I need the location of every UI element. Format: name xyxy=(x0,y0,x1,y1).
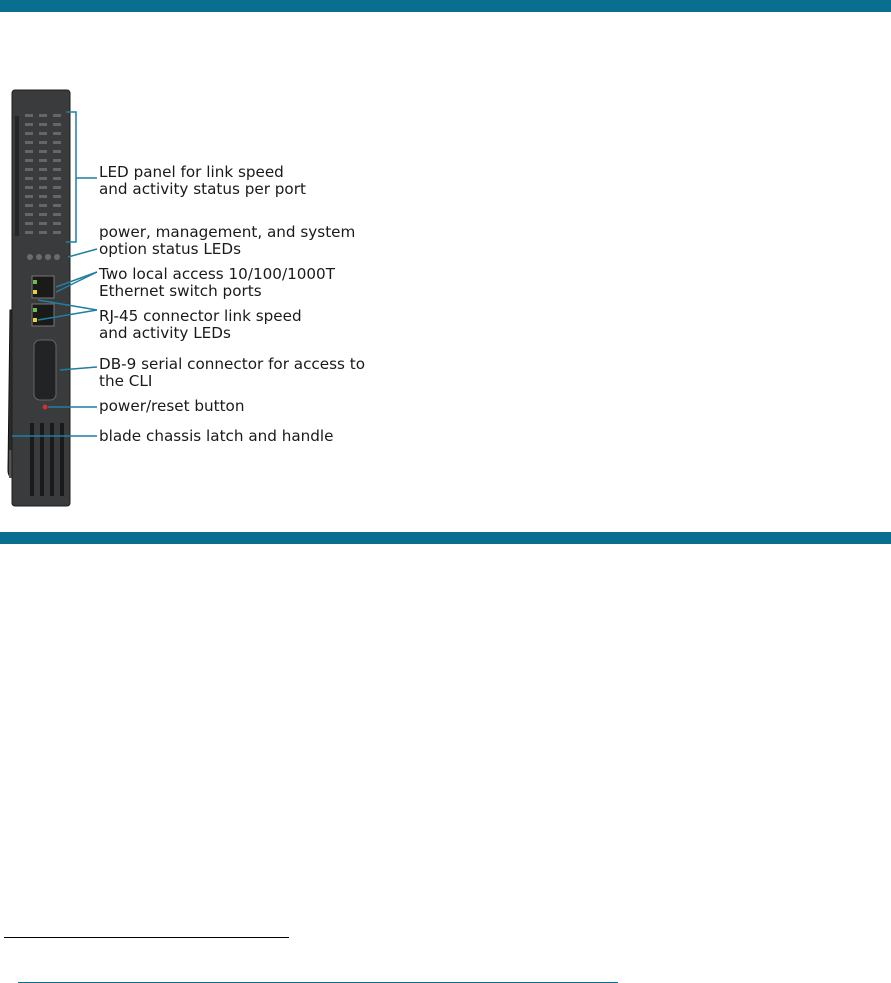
callout-rj45-leds-line-2: and activity LEDs xyxy=(99,324,231,342)
led-indicator xyxy=(39,114,47,117)
ethernet-port-1 xyxy=(32,276,54,298)
led-indicator xyxy=(25,186,33,189)
db9-connector xyxy=(34,340,56,400)
led-indicator xyxy=(53,123,61,126)
led-indicator xyxy=(39,186,47,189)
led-indicator xyxy=(39,213,47,216)
led-indicator xyxy=(25,177,33,180)
led-indicator xyxy=(39,132,47,135)
callout-rj45-leds xyxy=(99,308,302,342)
callout-switch-ports-line-1: Two local access 10/100/1000T xyxy=(99,265,335,283)
callout-latch-line-1: blade chassis latch and handle xyxy=(99,427,334,445)
top-header-rule xyxy=(0,0,891,12)
callout-status-leds-line-2: option status LEDs xyxy=(99,240,242,258)
led-indicator xyxy=(53,222,61,225)
blade-switch-diagram xyxy=(0,80,400,520)
led-indicator xyxy=(39,141,47,144)
led-indicator xyxy=(53,186,61,189)
led-indicator xyxy=(25,204,33,207)
led-indicator xyxy=(25,222,33,225)
callout-switch-ports-line-2: Ethernet switch ports xyxy=(99,282,262,300)
callout-status-leds xyxy=(99,224,355,258)
led-indicator xyxy=(39,159,47,162)
callout-db9 xyxy=(99,356,365,390)
callout-led-panel xyxy=(99,164,306,198)
led-indicator xyxy=(39,204,47,207)
callout-power-reset xyxy=(99,398,244,415)
led-indicator xyxy=(39,231,47,234)
callout-rj45-leds-line-1: RJ-45 connector link speed xyxy=(99,307,302,325)
port-led-amber xyxy=(33,290,37,294)
port-led-green xyxy=(33,280,37,284)
led-indicator xyxy=(39,168,47,171)
led-indicator xyxy=(53,132,61,135)
led-indicator xyxy=(53,177,61,180)
led-indicator xyxy=(53,159,61,162)
led-indicator xyxy=(53,213,61,216)
led-indicator xyxy=(53,150,61,153)
led-indicator xyxy=(25,159,33,162)
led-indicator xyxy=(25,231,33,234)
led-indicator xyxy=(25,132,33,135)
led-indicator xyxy=(25,141,33,144)
led-indicator xyxy=(25,168,33,171)
blade-top-slot xyxy=(15,116,19,236)
callout-line-status-leds xyxy=(68,249,97,257)
led-indicator xyxy=(53,204,61,207)
led-indicator xyxy=(25,150,33,153)
led-indicator xyxy=(39,177,47,180)
led-indicator xyxy=(39,195,47,198)
led-indicator xyxy=(25,213,33,216)
bottom-header-rule xyxy=(0,532,891,544)
led-indicator xyxy=(53,195,61,198)
ethernet-port-2 xyxy=(32,304,54,326)
led-indicator xyxy=(39,123,47,126)
led-indicator xyxy=(25,195,33,198)
led-indicator xyxy=(53,231,61,234)
callout-power-reset-line-1: power/reset button xyxy=(99,397,245,415)
callout-led-panel-line-1: LED panel for link speed xyxy=(99,163,284,181)
led-indicator xyxy=(53,141,61,144)
callout-led-panel-line-2: and activity status per port xyxy=(99,180,306,198)
footnote-separator xyxy=(4,937,289,938)
led-indicator xyxy=(25,114,33,117)
callout-status-leds-line-1: power, management, and system xyxy=(99,223,356,241)
power-reset-button xyxy=(43,405,48,410)
callout-db9-line-2: the CLI xyxy=(99,372,153,390)
callout-latch xyxy=(99,428,334,445)
led-indicator xyxy=(39,222,47,225)
callout-switch-ports xyxy=(99,266,335,300)
callout-db9-line-1: DB-9 serial connector for access to xyxy=(99,355,366,373)
led-indicator xyxy=(25,123,33,126)
led-indicator xyxy=(53,168,61,171)
led-indicator xyxy=(39,150,47,153)
led-indicator xyxy=(53,114,61,117)
